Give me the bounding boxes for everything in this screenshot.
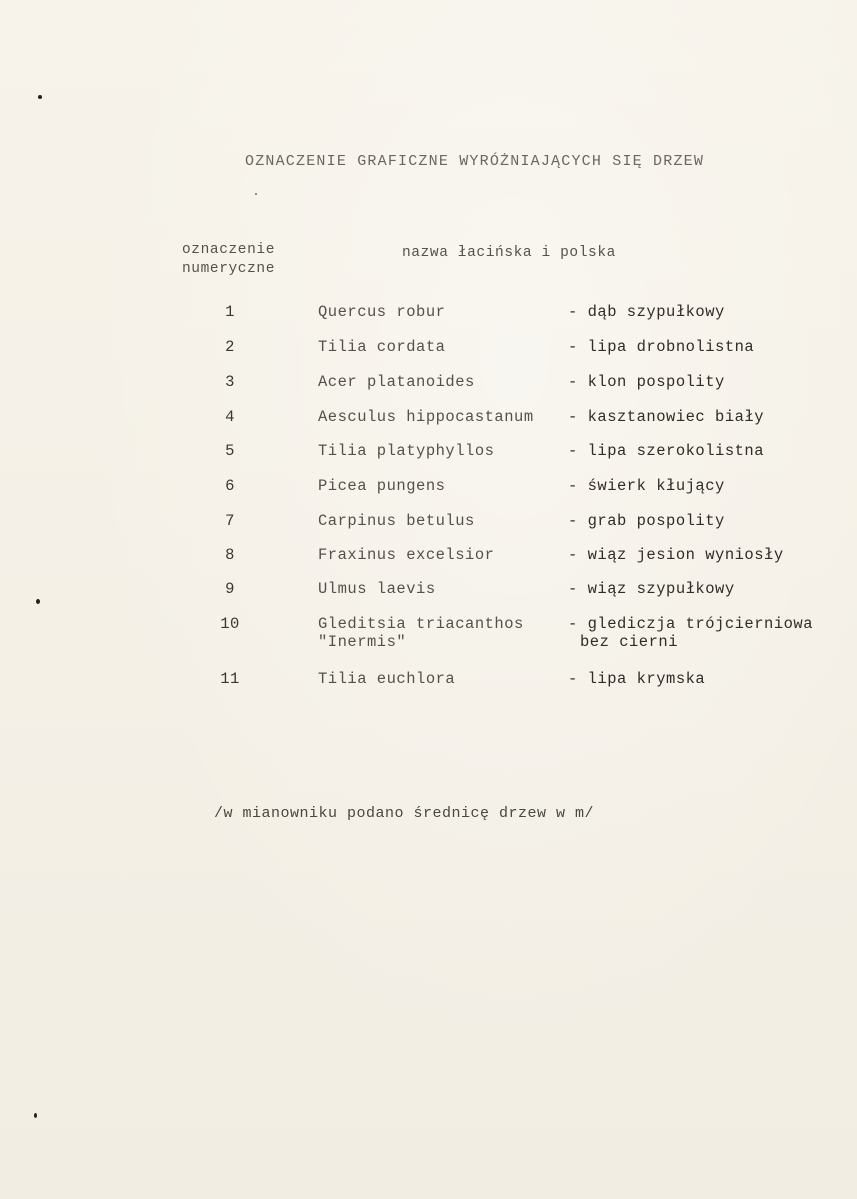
polish-name: - kasztanowiec biały [568,408,765,426]
footnote: /w mianowniku podano średnicę drzew w m/ [214,805,595,822]
polish-name-line2: bez cierni [580,633,679,651]
latin-name-line2: "Inermis" [318,633,407,651]
polish-name: - wiąz jesion wyniosły [568,546,784,564]
latin-name: Acer platanoides [318,373,475,391]
paper-speck [38,95,42,99]
row-number: 1 [225,303,235,321]
header-number-line2: numeryczne [182,261,276,277]
latin-name: Tilia euchlora [318,670,456,688]
table-row [0,303,857,343]
polish-name: - lipa drobnolistna [568,338,755,356]
paper-speck [36,599,40,604]
row-number: 6 [225,477,235,495]
polish-name: - wiąz szypułkowy [568,580,735,598]
table-row [0,580,857,620]
header-number-line1: oznaczenie [182,242,276,258]
row-number: 2 [225,338,235,356]
header-name: nazwa łacińska i polska [402,245,616,261]
polish-name-line1: - glediczja trójcierniowa [568,615,814,633]
header-number [182,241,275,279]
paper-speck [34,1113,37,1118]
table-row [0,373,857,413]
row-number: 10 [220,615,240,633]
polish-name: - lipa szerokolistna [568,442,765,460]
latin-name: Ulmus laevis [318,580,436,598]
row-number: 3 [225,373,235,391]
polish-name: - grab pospolity [568,512,725,530]
latin-name-line1: Gleditsia triacanthos [318,615,524,633]
paper-speck [255,193,257,195]
table-row [0,477,857,517]
document-title: OZNACZENIE GRAFICZNE WYRÓŻNIAJĄCYCH SIĘ DRZEW [245,153,705,170]
polish-name: - świerk kłujący [568,477,725,495]
row-number: 9 [225,580,235,598]
table-row [0,615,857,655]
table-row [0,442,857,482]
row-number: 4 [225,408,235,426]
polish-name: - lipa krymska [568,670,706,688]
latin-name: Fraxinus excelsior [318,546,495,564]
latin-name: Tilia cordata [318,338,446,356]
latin-name: Tilia platyphyllos [318,442,495,460]
latin-name [318,615,524,651]
polish-name: - dąb szypułkowy [568,303,725,321]
table-row [0,338,857,378]
latin-name: Picea pungens [318,477,446,495]
row-number: 8 [225,546,235,564]
row-number: 5 [225,442,235,460]
polish-name [568,615,813,651]
latin-name: Aesculus hippocastanum [318,408,534,426]
table-row [0,670,857,710]
row-number: 11 [220,670,240,688]
latin-name: Quercus robur [318,303,446,321]
latin-name: Carpinus betulus [318,512,475,530]
row-number: 7 [225,512,235,530]
polish-name: - klon pospolity [568,373,725,391]
